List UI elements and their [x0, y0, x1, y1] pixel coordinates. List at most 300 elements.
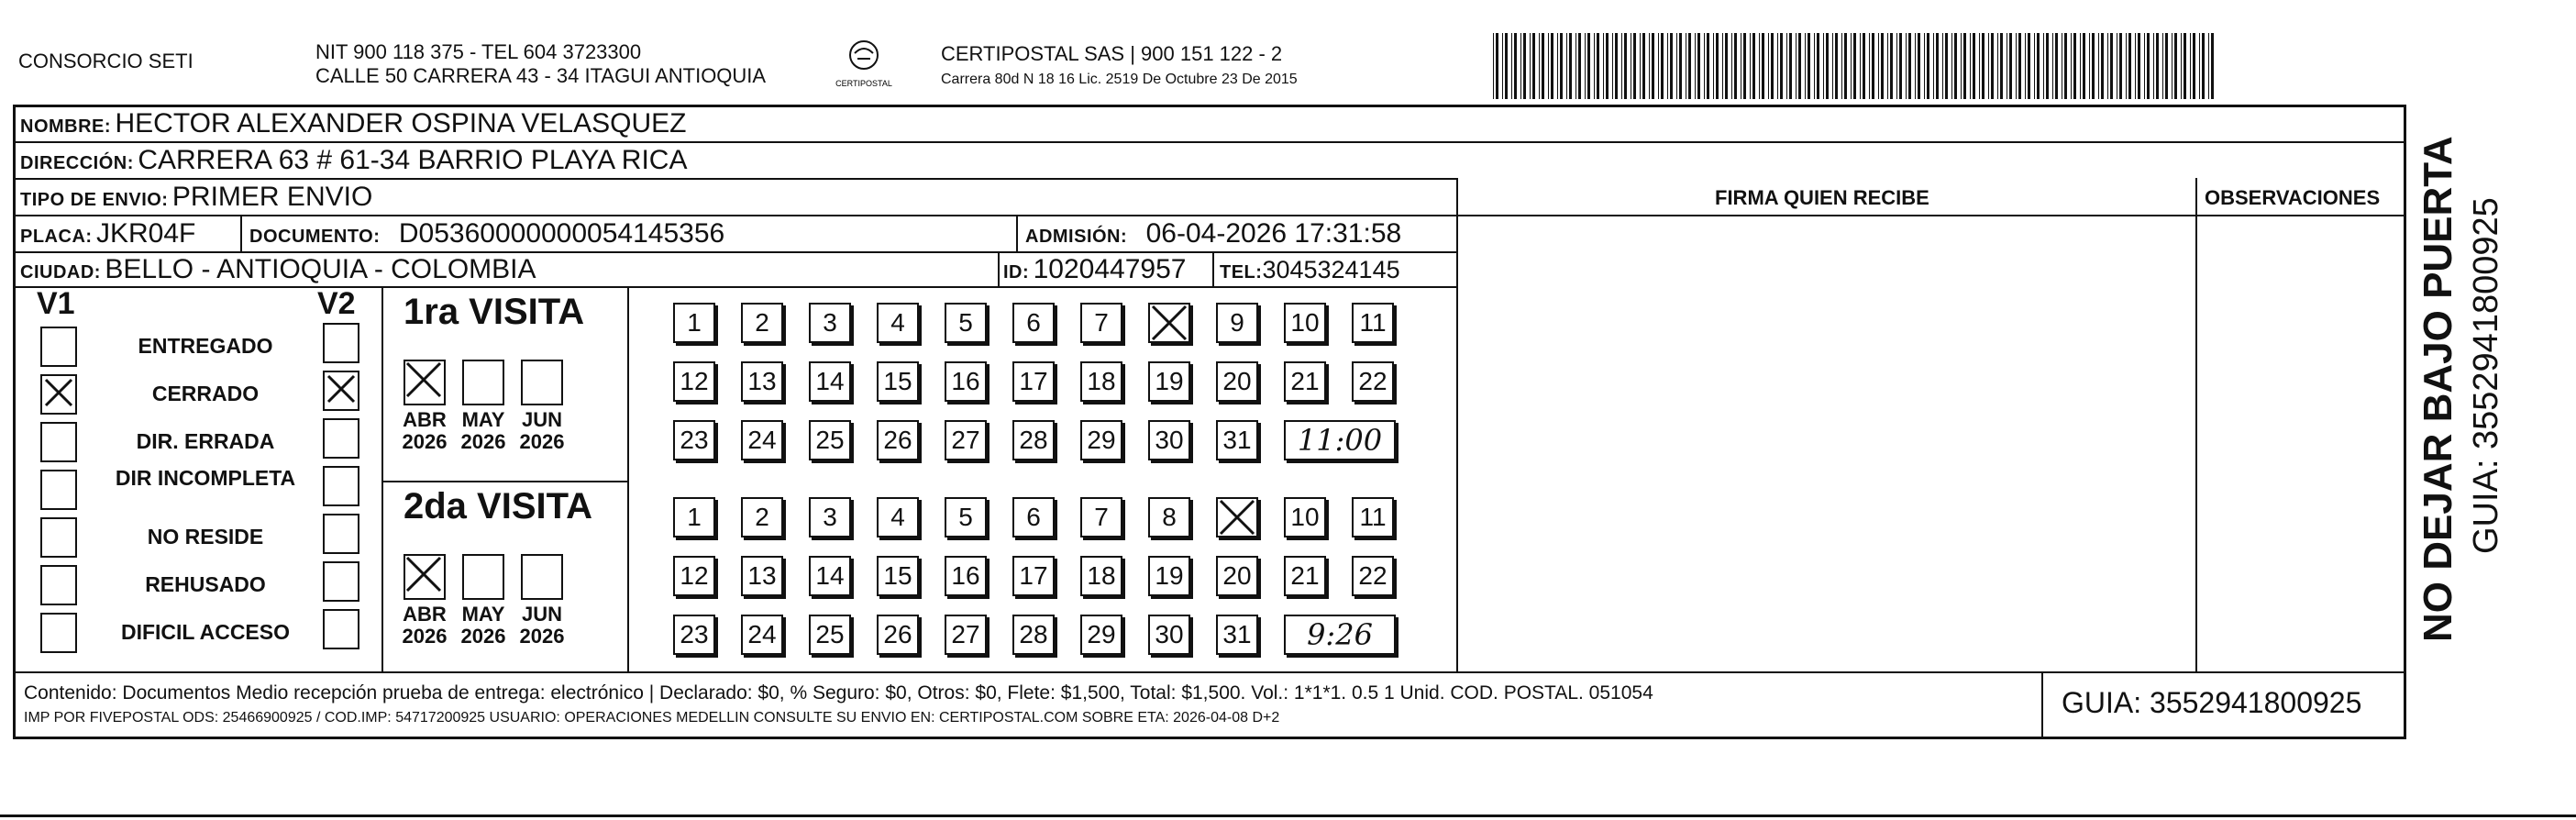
day-box[interactable]: 16	[945, 556, 987, 596]
barcode-bar	[1933, 33, 1934, 99]
barcode-bar	[1796, 33, 1797, 99]
day-box[interactable]: 26	[877, 615, 919, 655]
day-box[interactable]: 3	[809, 497, 851, 537]
barcode-bar	[1896, 33, 1897, 99]
day-box[interactable]: 30	[1148, 615, 1190, 655]
month-label	[396, 604, 453, 648]
check-mark-icon	[1219, 499, 1255, 536]
v2-label: V2	[317, 286, 356, 321]
barcode-bar	[1924, 33, 1925, 99]
day-box[interactable]: 7	[1080, 303, 1122, 343]
status-v2-checkbox[interactable]	[323, 418, 359, 459]
day-box[interactable]: 7	[1080, 497, 1122, 537]
barcode-bar	[1520, 33, 1521, 99]
barcode-bar	[1542, 33, 1544, 99]
day-box[interactable]: 6	[1012, 303, 1055, 343]
barcode-bar	[1523, 33, 1526, 99]
month-checkbox[interactable]	[404, 554, 446, 600]
barcode-bar	[1918, 33, 1920, 99]
barcode-bar	[2043, 33, 2044, 99]
barcode-bar	[1704, 33, 1705, 99]
barcode-bar	[2034, 33, 2035, 99]
barcode-bar	[1786, 33, 1787, 99]
status-v1-checkbox[interactable]	[40, 613, 77, 653]
barcode-bar	[1557, 33, 1558, 99]
barcode-bar	[2174, 33, 2177, 99]
nombre-value: HECTOR ALEXANDER OSPINA VELASQUEZ	[115, 108, 687, 139]
barcode-bar	[2208, 33, 2209, 99]
barcode-bar	[1667, 33, 1668, 99]
guia-box: GUIA: 3552941800925	[2062, 686, 2362, 719]
barcode-bar	[1936, 33, 1939, 99]
barcode-bar	[1771, 33, 1774, 99]
month-checkbox[interactable]	[462, 554, 504, 600]
barcode	[1493, 33, 2227, 99]
barcode-bar	[1633, 33, 1636, 99]
day-box[interactable]: 25	[809, 420, 851, 460]
day-box[interactable]: 12	[673, 361, 715, 402]
barcode-bar	[1915, 33, 1916, 99]
barcode-bar	[1963, 33, 1966, 99]
barcode-bar	[2092, 33, 2095, 99]
day-box[interactable]: 2	[741, 497, 783, 537]
barcode-bar	[2083, 33, 2085, 99]
check-mark-icon	[405, 556, 442, 593]
barcode-bar	[2184, 33, 2186, 99]
barcode-bar	[1851, 33, 1852, 99]
barcode-bar	[1814, 33, 1815, 99]
barcode-bar	[1551, 33, 1553, 99]
barcode-bar	[1906, 33, 1907, 99]
barcode-bar	[2052, 33, 2053, 99]
barcode-bar	[1514, 33, 1517, 99]
day-box[interactable]: 25	[809, 615, 851, 655]
day-box[interactable]: 8	[1148, 497, 1190, 537]
placa-label: PLACA:	[20, 227, 93, 247]
barcode-bar	[1750, 33, 1751, 99]
day-box[interactable]: 10	[1284, 497, 1326, 537]
barcode-bar	[1743, 33, 1746, 99]
day-box[interactable]: 21	[1284, 361, 1326, 402]
tipo-value: PRIMER ENVIO	[171, 182, 373, 212]
barcode-bar	[1716, 33, 1719, 99]
month-label	[455, 409, 512, 453]
barcode-bar	[1961, 33, 1962, 99]
ciudad-row	[20, 251, 536, 293]
day-box[interactable]: 4	[877, 303, 919, 343]
day-box[interactable]: 15	[877, 361, 919, 402]
direccion-label: DIRECCIÓN:	[20, 153, 134, 173]
barcode-bar	[1652, 33, 1654, 99]
status-v1-checkbox[interactable]	[40, 422, 77, 462]
month-year: 2026	[519, 430, 565, 453]
day-box[interactable]: 20	[1216, 361, 1258, 402]
barcode-bar	[1532, 33, 1535, 99]
status-label: DIR INCOMPLETA	[115, 466, 296, 490]
month-name: JUN	[521, 603, 562, 626]
day-box[interactable]: 17	[1012, 556, 1055, 596]
footer-print-info: IMP POR FIVEPOSTAL ODS: 25466900925 / COD.IMP: 54717200925 USUARIO: OPERACIONES MEDELLIN CONSULTE SU ENVIO EN: CERTIPOSTAL.COM SOBRE ETA: 2026-04-08 D+2	[24, 710, 1280, 726]
barcode-bar	[1752, 33, 1755, 99]
barcode-bar	[1569, 33, 1572, 99]
observaciones-label: OBSERVACIONES	[2205, 186, 2381, 209]
day-box[interactable]: 4	[877, 497, 919, 537]
barcode-bar	[2016, 33, 2017, 99]
barcode-bar	[2037, 33, 2040, 99]
barcode-bar	[1759, 33, 1760, 99]
barcode-bar	[2202, 33, 2205, 99]
documento-label: DOCUMENTO:	[249, 227, 381, 247]
visit-time-box[interactable]: 11:00	[1284, 420, 1396, 460]
barcode-bar	[1789, 33, 1792, 99]
barcode-bar	[1808, 33, 1810, 99]
status-v1-checkbox[interactable]	[40, 565, 77, 605]
day-box[interactable]: 9	[1216, 303, 1258, 343]
rule	[381, 286, 383, 671]
day-box[interactable]: 26	[877, 420, 919, 460]
barcode-bar	[2000, 33, 2003, 99]
page-edge	[0, 814, 2576, 817]
barcode-bar	[1841, 33, 1842, 99]
day-box[interactable]: 6	[1012, 497, 1055, 537]
barcode-bar	[1982, 33, 1985, 99]
barcode-bar	[1713, 33, 1714, 99]
barcode-bar	[1688, 33, 1691, 99]
status-v1-checkbox[interactable]	[40, 470, 77, 510]
status-label: ENTREGADO	[138, 334, 273, 358]
day-box[interactable]: 27	[945, 615, 987, 655]
barcode-bar	[1762, 33, 1764, 99]
day-box[interactable]: 10	[1284, 303, 1326, 343]
barcode-bar	[1594, 33, 1595, 99]
barcode-bar	[1780, 33, 1783, 99]
barcode-bar	[2181, 33, 2182, 99]
month-name: MAY	[461, 408, 505, 431]
status-v2-checkbox[interactable]	[323, 561, 359, 602]
visit-title: 2da VISITA	[404, 486, 592, 526]
status-v2-checkbox[interactable]	[323, 514, 359, 554]
barcode-bar	[1899, 33, 1902, 99]
barcode-bar	[1823, 33, 1824, 99]
barcode-bar	[1798, 33, 1801, 99]
nombre-row	[20, 105, 686, 147]
day-box[interactable]: 27	[945, 420, 987, 460]
v1-label: V1	[37, 286, 75, 321]
barcode-bar	[1496, 33, 1498, 99]
day-box[interactable]: 24	[741, 615, 783, 655]
day-box[interactable]: 19	[1148, 361, 1190, 402]
status-v1-checkbox[interactable]	[40, 517, 77, 558]
day-box[interactable]: 31	[1216, 420, 1258, 460]
barcode-bar	[1606, 33, 1609, 99]
rule	[15, 671, 2406, 673]
status-v2-checkbox[interactable]	[323, 466, 359, 506]
rule	[1016, 215, 1018, 251]
barcode-bar	[2098, 33, 2099, 99]
barcode-bar	[1731, 33, 1732, 99]
barcode-bar	[1817, 33, 1819, 99]
status-v2-checkbox[interactable]	[323, 609, 359, 649]
barcode-bar	[2135, 33, 2136, 99]
barcode-bar	[1777, 33, 1778, 99]
month-label	[514, 409, 570, 453]
barcode-bar	[1835, 33, 1838, 99]
check-mark-icon	[1151, 305, 1188, 341]
barcode-bar	[1991, 33, 1994, 99]
check-mark-icon	[405, 361, 442, 398]
day-box[interactable]: 21	[1284, 556, 1326, 596]
barcode-bar	[1908, 33, 1911, 99]
barcode-bar	[1973, 33, 1975, 99]
barcode-bar	[2107, 33, 2108, 99]
barcode-bar	[2199, 33, 2200, 99]
ciudad-value: BELLO - ANTIOQUIA - COLOMBIA	[105, 254, 536, 284]
day-box[interactable]: 11	[1352, 303, 1394, 343]
day-box[interactable]: 24	[741, 420, 783, 460]
day-box[interactable]: 19	[1148, 556, 1190, 596]
barcode-bar	[1844, 33, 1847, 99]
barcode-bar	[2128, 33, 2131, 99]
barcode-bar	[1878, 33, 1879, 99]
firma-label: FIRMA QUIEN RECIBE	[1715, 186, 1929, 209]
rule	[2195, 178, 2197, 673]
barcode-bar	[1707, 33, 1709, 99]
barcode-bar	[1679, 33, 1682, 99]
month-name: JUN	[521, 408, 562, 431]
barcode-bar	[1853, 33, 1856, 99]
barcode-bar	[1615, 33, 1618, 99]
month-label	[514, 604, 570, 648]
barcode-bar	[1585, 33, 1586, 99]
barcode-bar	[2190, 33, 2191, 99]
barcode-bar	[1649, 33, 1650, 99]
month-label	[455, 604, 512, 648]
carrier-license: Carrera 80d N 18 16 Lic. 2519 De Octubre 23 De 2015	[941, 72, 1298, 87]
carrier-name: CERTIPOSTAL SAS | 900 151 122 - 2	[941, 42, 1283, 65]
visit-time-box[interactable]: 9:26	[1284, 615, 1396, 655]
barcode-bar	[2193, 33, 2195, 99]
barcode-bar	[2147, 33, 2150, 99]
company-name: CONSORCIO SETI	[18, 50, 193, 72]
rule	[627, 286, 629, 671]
barcode-bar	[1863, 33, 1865, 99]
barcode-bar	[2080, 33, 2081, 99]
barcode-bar	[2138, 33, 2140, 99]
status-v2-checkbox[interactable]	[323, 323, 359, 363]
barcode-bar	[1945, 33, 1948, 99]
barcode-bar	[1805, 33, 1806, 99]
barcode-bar	[2071, 33, 2072, 99]
day-box[interactable]: 12	[673, 556, 715, 596]
barcode-bar	[1658, 33, 1659, 99]
barcode-bar	[1832, 33, 1833, 99]
day-box[interactable]: 1	[673, 303, 715, 343]
day-box[interactable]: 18	[1080, 361, 1122, 402]
barcode-bar	[1603, 33, 1604, 99]
certipostal-logo	[827, 37, 901, 92]
month-year: 2026	[402, 430, 448, 453]
barcode-bar	[1942, 33, 1943, 99]
admision-value: 06-04-2026 17:31:58	[1145, 218, 1402, 249]
barcode-bar	[1725, 33, 1728, 99]
day-box[interactable]: 15	[877, 556, 919, 596]
barcode-bar	[1493, 33, 1494, 99]
barcode-bar	[1927, 33, 1929, 99]
barcode-bar	[2028, 33, 2030, 99]
barcode-bar	[1768, 33, 1769, 99]
barcode-bar	[1597, 33, 1599, 99]
day-box[interactable]: 14	[809, 361, 851, 402]
barcode-bar	[1695, 33, 1696, 99]
day-box[interactable]: 22	[1352, 556, 1394, 596]
id-label: ID:	[1003, 262, 1030, 283]
barcode-bar	[1860, 33, 1861, 99]
barcode-bar	[1511, 33, 1512, 99]
day-box[interactable]: 31	[1216, 615, 1258, 655]
barcode-bar	[2046, 33, 2049, 99]
tel-row	[1220, 251, 1400, 293]
documento-value: D05360000000054145356	[398, 218, 725, 249]
barcode-bar	[1951, 33, 1952, 99]
direccion-value: CARRERA 63 # 61-34 BARRIO PLAYA RICA	[138, 145, 688, 175]
month-checkbox[interactable]	[462, 360, 504, 405]
barcode-bar	[1566, 33, 1567, 99]
status-v1-checkbox[interactable]	[40, 327, 77, 367]
day-box[interactable]: 13	[741, 361, 783, 402]
day-box[interactable]: 20	[1216, 556, 1258, 596]
day-box[interactable]: 14	[809, 556, 851, 596]
side-warning: NO DEJAR BAJO PUERTA	[2416, 136, 2460, 642]
month-label	[396, 409, 453, 453]
barcode-bar	[1954, 33, 1957, 99]
company-nit: NIT 900 118 375 - TEL 604 3723300	[315, 40, 642, 63]
day-box[interactable]	[1216, 497, 1258, 537]
day-box[interactable]: 5	[945, 303, 987, 343]
check-mark-icon	[326, 374, 356, 404]
rule	[1212, 251, 1214, 288]
barcode-bar	[1997, 33, 1998, 99]
day-box[interactable]: 13	[741, 556, 783, 596]
day-box[interactable]: 1	[673, 497, 715, 537]
barcode-bar	[2156, 33, 2159, 99]
barcode-bar	[1887, 33, 1888, 99]
tipo-row	[20, 179, 372, 220]
barcode-bar	[2144, 33, 2145, 99]
day-box[interactable]: 28	[1012, 420, 1055, 460]
day-box[interactable]: 29	[1080, 615, 1122, 655]
barcode-bar	[2101, 33, 2104, 99]
status-label: DIR. ERRADA	[136, 429, 275, 453]
day-box[interactable]: 30	[1148, 420, 1190, 460]
day-box[interactable]: 18	[1080, 556, 1122, 596]
barcode-bar	[2064, 33, 2067, 99]
day-box[interactable]	[1148, 303, 1190, 343]
month-name: ABR	[403, 408, 447, 431]
barcode-bar	[2055, 33, 2058, 99]
month-checkbox[interactable]	[521, 554, 563, 600]
day-box[interactable]: 28	[1012, 615, 1055, 655]
barcode-bar	[1578, 33, 1581, 99]
day-box[interactable]: 2	[741, 303, 783, 343]
barcode-bar	[1670, 33, 1673, 99]
day-box[interactable]: 22	[1352, 361, 1394, 402]
barcode-bar	[1661, 33, 1664, 99]
month-year: 2026	[402, 625, 448, 648]
day-box[interactable]: 11	[1352, 497, 1394, 537]
tel-label: TEL:	[1220, 262, 1263, 283]
day-box[interactable]: 5	[945, 497, 987, 537]
barcode-bar	[2153, 33, 2154, 99]
month-name: MAY	[461, 603, 505, 626]
status-v2-checkbox[interactable]	[323, 371, 359, 411]
barcode-bar	[2025, 33, 2026, 99]
barcode-bar	[1560, 33, 1563, 99]
month-name: ABR	[403, 603, 447, 626]
status-v1-checkbox[interactable]	[40, 374, 77, 415]
barcode-bar	[2018, 33, 2021, 99]
footer-content: Contenido: Documentos Medio recepción prueba de entrega: electrónico | Declarado: $0, % Seguro: $0, Otros: $0, Flete: $1,500, Total: $1,500. Vol.: 1*1*1. 0.5 1 Unid. COD. POSTAL. 051054	[24, 682, 1653, 704]
day-box[interactable]: 23	[673, 420, 715, 460]
barcode-bar	[1676, 33, 1677, 99]
tipo-label: TIPO DE ENVIO:	[20, 190, 169, 210]
barcode-bar	[1970, 33, 1971, 99]
day-box[interactable]: 3	[809, 303, 851, 343]
svg-text:CERTIPOSTAL: CERTIPOSTAL	[835, 79, 892, 88]
company-address: CALLE 50 CARRERA 43 - 34 ITAGUI ANTIOQUIA	[315, 64, 767, 87]
barcode-bar	[2110, 33, 2113, 99]
month-year: 2026	[519, 625, 565, 648]
barcode-bar	[2211, 33, 2214, 99]
month-checkbox[interactable]	[404, 360, 446, 405]
day-box[interactable]: 17	[1012, 361, 1055, 402]
rule	[1456, 178, 1458, 673]
status-label: REHUSADO	[145, 572, 266, 596]
status-label: DIFICIL ACCESO	[120, 620, 290, 644]
placa-value: JKR04F	[96, 218, 196, 249]
barcode-bar	[1890, 33, 1893, 99]
barcode-bar	[1722, 33, 1723, 99]
rule	[2041, 671, 2043, 739]
day-box[interactable]: 16	[945, 361, 987, 402]
barcode-bar	[1979, 33, 1980, 99]
barcode-bar	[2009, 33, 2012, 99]
status-label: NO RESIDE	[147, 525, 264, 549]
barcode-bar	[1624, 33, 1627, 99]
barcode-bar	[2126, 33, 2127, 99]
barcode-bar	[2089, 33, 2090, 99]
rule	[240, 215, 242, 251]
day-box[interactable]: 23	[673, 615, 715, 655]
rule	[998, 251, 1000, 288]
barcode-bar	[1502, 33, 1503, 99]
barcode-bar	[1642, 33, 1645, 99]
nombre-label: NOMBRE:	[20, 116, 112, 137]
barcode-bar	[1621, 33, 1622, 99]
rule	[383, 481, 627, 482]
check-mark-icon	[44, 378, 73, 407]
tel-value: 3045324145	[1262, 256, 1400, 283]
id-value: 1020447957	[1033, 254, 1187, 284]
id-row	[1003, 251, 1186, 293]
month-year: 2026	[460, 625, 506, 648]
barcode-bar	[1612, 33, 1613, 99]
day-box[interactable]: 29	[1080, 420, 1122, 460]
barcode-bar	[1587, 33, 1590, 99]
barcode-bar	[1869, 33, 1870, 99]
barcode-bar	[1505, 33, 1508, 99]
barcode-bar	[1539, 33, 1540, 99]
month-checkbox[interactable]	[521, 360, 563, 405]
